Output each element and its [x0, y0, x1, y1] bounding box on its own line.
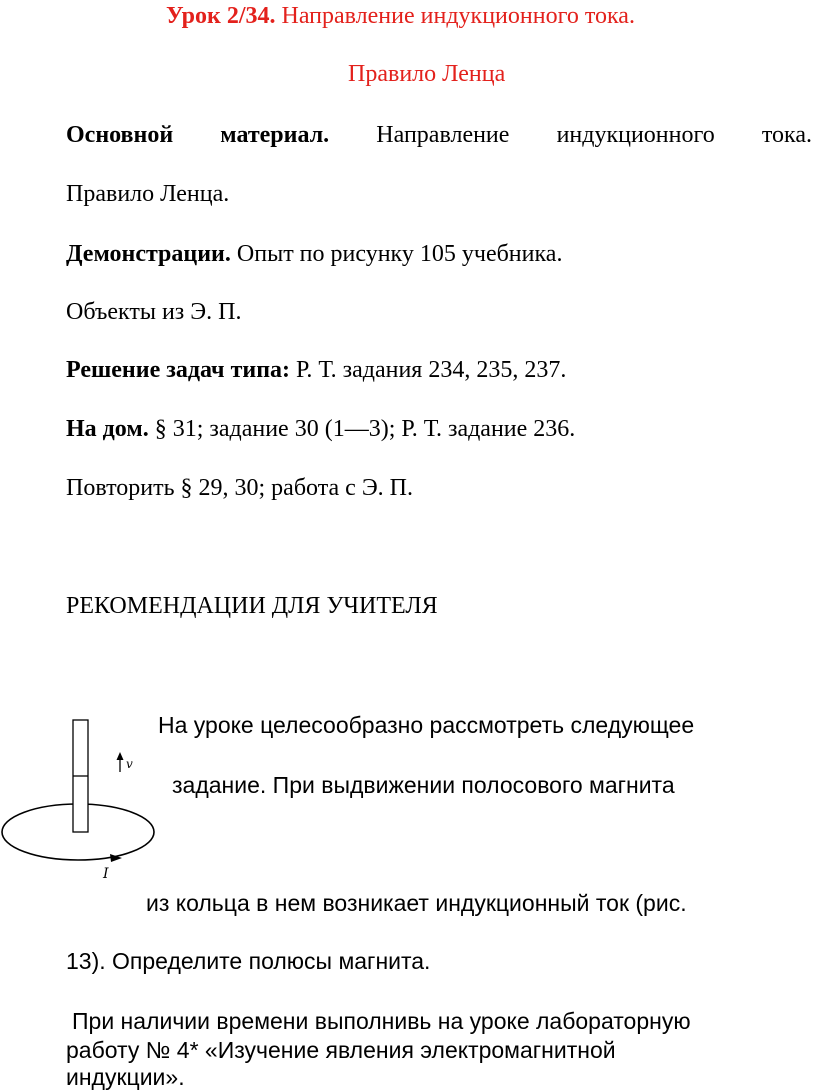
demonstrations-line: [66, 240, 562, 268]
task-line-3-text: из кольца в нем возникает индукционный ток (рис.: [146, 890, 687, 916]
recommendations-heading-text: РЕКОМЕНДАЦИИ ДЛЯ УЧИТЕЛЯ: [66, 593, 438, 619]
tasks-line: [66, 356, 566, 384]
material-cont-text: Правило Ленца.: [66, 181, 230, 207]
material-word-2: индукционного: [556, 122, 715, 148]
task-line-2-text: задание. При выдвижении полосового магнита: [172, 772, 675, 798]
homework-line: [66, 415, 575, 443]
objects-text: Объекты из Э. П.: [66, 299, 242, 325]
subtitle-text: Правило Ленца: [348, 61, 506, 87]
lesson-topic: Направление индукционного тока.: [281, 3, 635, 29]
main-material-line: [66, 121, 812, 149]
task-line-7: [66, 1063, 185, 1091]
magnet-ring-figure: [0, 716, 160, 881]
repeat-text: Повторить § 29, 30; работа с Э. П.: [66, 475, 413, 501]
task-line-5-text: При наличии времени выполнивь на уроке лабораторную: [72, 1008, 691, 1034]
demonstrations-text: Опыт по рисунку 105 учебника.: [236, 241, 563, 267]
task-line-4-text: 13). Определите полюсы магнита.: [66, 948, 431, 974]
objects-line: [66, 298, 241, 326]
task-line-6: [66, 1036, 616, 1064]
task-line-7-text: индукции».: [66, 1064, 185, 1090]
tasks-label: Решение задач типа:: [66, 357, 291, 383]
recommendations-heading: [66, 592, 438, 620]
tasks-text: Р. Т. задания 234, 235, 237.: [296, 357, 567, 383]
task-line-6-text: работу № 4* «Изучение явления электромагнитной: [66, 1037, 616, 1063]
repeat-line: [66, 474, 413, 502]
task-line-2: [172, 771, 675, 799]
task-line-1-text: На уроке целесообразно рассмотреть следующее: [158, 712, 695, 738]
homework-text: § 31; задание 30 (1—3); Р. Т. задание 236.: [154, 416, 576, 442]
task-line-1: [158, 711, 694, 739]
homework-label: На дом.: [66, 416, 149, 442]
material-label-word-1: Основной: [66, 122, 174, 148]
velocity-arrow-head: [117, 752, 124, 760]
velocity-label: v: [126, 757, 133, 771]
page-subtitle: [348, 60, 505, 88]
current-label: I: [103, 866, 109, 881]
task-line-4: [66, 947, 430, 975]
task-line-5: [72, 1007, 691, 1035]
lesson-number: Урок 2/34.: [166, 3, 276, 29]
material-label-word-2: материал.: [220, 122, 330, 148]
demonstrations-label: Демонстрации.: [66, 241, 231, 267]
page-title: [166, 2, 635, 30]
material-word-1: Направление: [376, 122, 510, 148]
task-line-3: [146, 889, 687, 917]
main-material-cont: [66, 180, 229, 208]
material-word-3: тока.: [761, 122, 812, 148]
